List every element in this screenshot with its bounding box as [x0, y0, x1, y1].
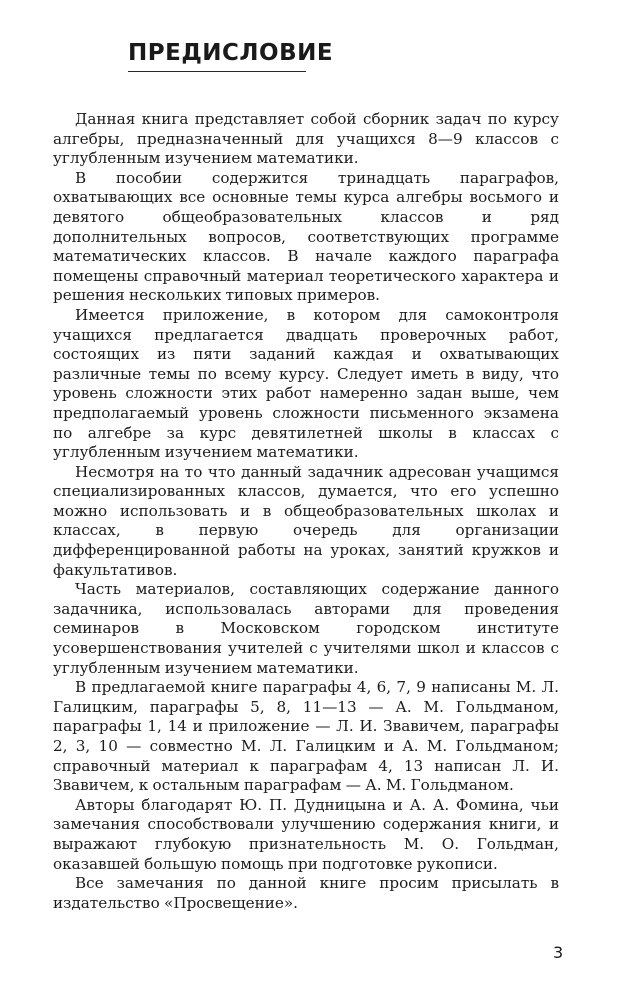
paragraph-2: В пособии содержится тринадцать параграфов, охватывающих все основные темы курса алгебры восьмого и девятого общеобразовательных классов и ряд дополнительных вопросов, соответствующих программе математических классов. В начале каждого параграфа помещены справочный материал теоретического характера и решения нескольких типовых примеров.: [53, 168, 559, 305]
paragraph-6: В предлагаемой книге параграфы 4, 6, 7, 9 написаны М. Л. Галицким, параграфы 5, 8, 11—13 — А. М. Гольдманом, параграфы 1, 14 и приложение — Л. И. Звавичем, параграфы 2, 3, 10 — совместно М. Л. Галицким и А. М. Гольдманом; справочный материал к параграфам 4, 13 написан Л. И. Звавичем, к остальным параграфам — А. М. Гольдманом.: [53, 678, 559, 795]
paragraph-3: Имеется приложение, в котором для самоконтроля учащихся предлагается двадцать проверочных работ, состоящих из пяти заданий каждая и охватывающих различные темы по всему курсу. Следует иметь в виду, что уровень сложности этих работ намеренно задан выше, чем предполагаемый уровень сложности письменного экзамена по алгебре за курс девятилетней школы в классах с углубленным изучением математики.: [53, 305, 559, 462]
paragraph-1: Данная книга представляет собой сборник задач по курсу алгебры, предназначенный для учащихся 8—9 классов с углубленным изучением математики.: [53, 110, 559, 168]
paragraph-5: Часть материалов, составляющих содержание данного задачника, использовалась авторами для проведения семинаров в Московском городском институте усовершенствования учителей с учителями школ и классов с углубленным изучением математики.: [53, 580, 559, 677]
title-underline: [128, 71, 306, 72]
paragraph-7: Авторы благодарят Ю. П. Дудницына и А. А. Фомина, чьи замечания способствовали улучшению содержания книги, и выражают глубокую признательность М. О. Гольдман, оказавшей большую помощь при подготовке рукописи.: [53, 795, 559, 873]
page-number: 3: [553, 943, 564, 962]
paragraph-8: Все замечания по данной книге просим присылать в издательство «Просвещение».: [53, 874, 559, 912]
body-text: [53, 110, 559, 913]
paragraph-4: Несмотря на то что данный задачник адресован учащимся специализированных классов, думается, что его успешно можно использовать и в общеобразовательных школах и классах, в первую очередь для организации дифференцированной работы на уроках, занятий кружков и факультативов.: [53, 462, 559, 579]
page-title: ПРЕДИСЛОВИЕ: [128, 40, 334, 66]
